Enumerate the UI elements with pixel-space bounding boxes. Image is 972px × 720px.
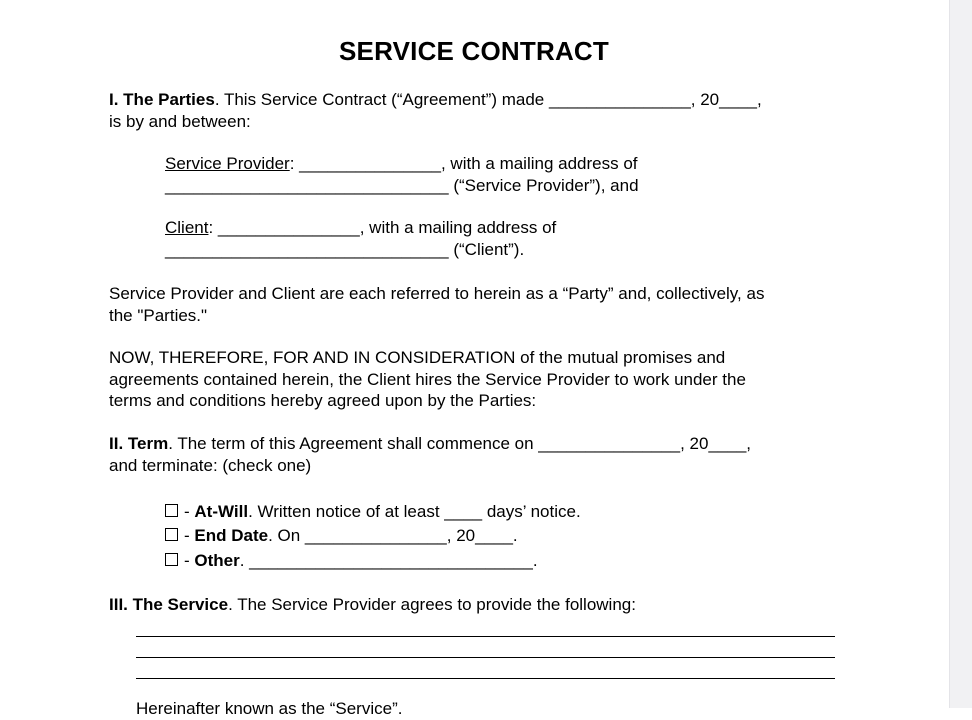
service-provider-line-2: ______________________________ (“Service Provider”), and [165, 175, 639, 195]
service-definition-line: Hereinafter known as the “Service”. [136, 699, 403, 718]
client-line-2: ______________________________ (“Client”). [165, 239, 525, 259]
consideration-line-1: NOW, THEREFORE, FOR AND IN CONSIDERATION of the mutual promises and [109, 348, 726, 367]
option-other-prefix: - [184, 551, 195, 570]
option-end-date-prefix: - [184, 526, 195, 545]
section-2-line-1: . The term of this Agreement shall commence on _______________, 20____, [168, 434, 752, 453]
checkbox-other[interactable] [165, 553, 178, 566]
option-at-will-text: . Written notice of at least ____ days’ notice. [248, 502, 581, 521]
option-end-date [165, 525, 518, 546]
section-1-line-2: is by and between: [109, 111, 251, 131]
checkbox-at-will[interactable] [165, 504, 178, 517]
service-provider-block [165, 153, 805, 196]
parties-paragraph [109, 283, 849, 326]
section-2-paragraph [109, 433, 849, 476]
document-title: SERVICE CONTRACT [339, 36, 609, 66]
section-3-heading: III. The Service [109, 595, 229, 614]
service-definition-cutoff [136, 698, 776, 718]
consideration-paragraph [109, 347, 849, 412]
option-end-date-label: End Date [194, 526, 269, 545]
service-blank-line [136, 678, 835, 679]
parties-line-2: the "Parties." [109, 305, 208, 325]
section-1-heading: I. The Parties [109, 90, 215, 109]
option-other-text: . ______________________________. [239, 551, 538, 570]
service-blank-line [136, 636, 835, 637]
section-2-heading: II. Term [109, 434, 169, 453]
section-1-paragraph [109, 89, 849, 132]
option-at-will-prefix: - [184, 502, 195, 521]
vertical-scrollbar[interactable] [949, 0, 972, 708]
option-at-will [165, 501, 581, 522]
option-other-label: Other [194, 551, 240, 570]
section-2-line-2: and terminate: (check one) [109, 455, 312, 475]
service-provider-line-1: : _______________, with a mailing address of [289, 154, 638, 173]
option-at-will-label: At-Will [194, 502, 249, 521]
service-provider-label: Service Provider [165, 154, 290, 173]
checkbox-end-date[interactable] [165, 528, 178, 541]
parties-line-1: Service Provider and Client are each referred to herein as a “Party” and, collectively, as [109, 284, 765, 303]
client-line-1: : _______________, with a mailing address of [208, 218, 557, 237]
consideration-line-3: terms and conditions hereby agreed upon by the Parties: [109, 391, 537, 410]
option-end-date-text: . On _______________, 20____. [268, 526, 518, 545]
option-other [165, 550, 538, 571]
consideration-line-2: agreements contained herein, the Client hires the Service Provider to work under the [109, 369, 746, 389]
section-3-paragraph [109, 594, 849, 616]
client-label: Client [165, 218, 209, 237]
section-3-line-1: . The Service Provider agrees to provide the following: [228, 595, 636, 614]
section-1-line-1: . This Service Contract (“Agreement”) made _______________, 20____, [214, 90, 762, 109]
client-block [165, 217, 805, 260]
service-blank-line [136, 657, 835, 658]
